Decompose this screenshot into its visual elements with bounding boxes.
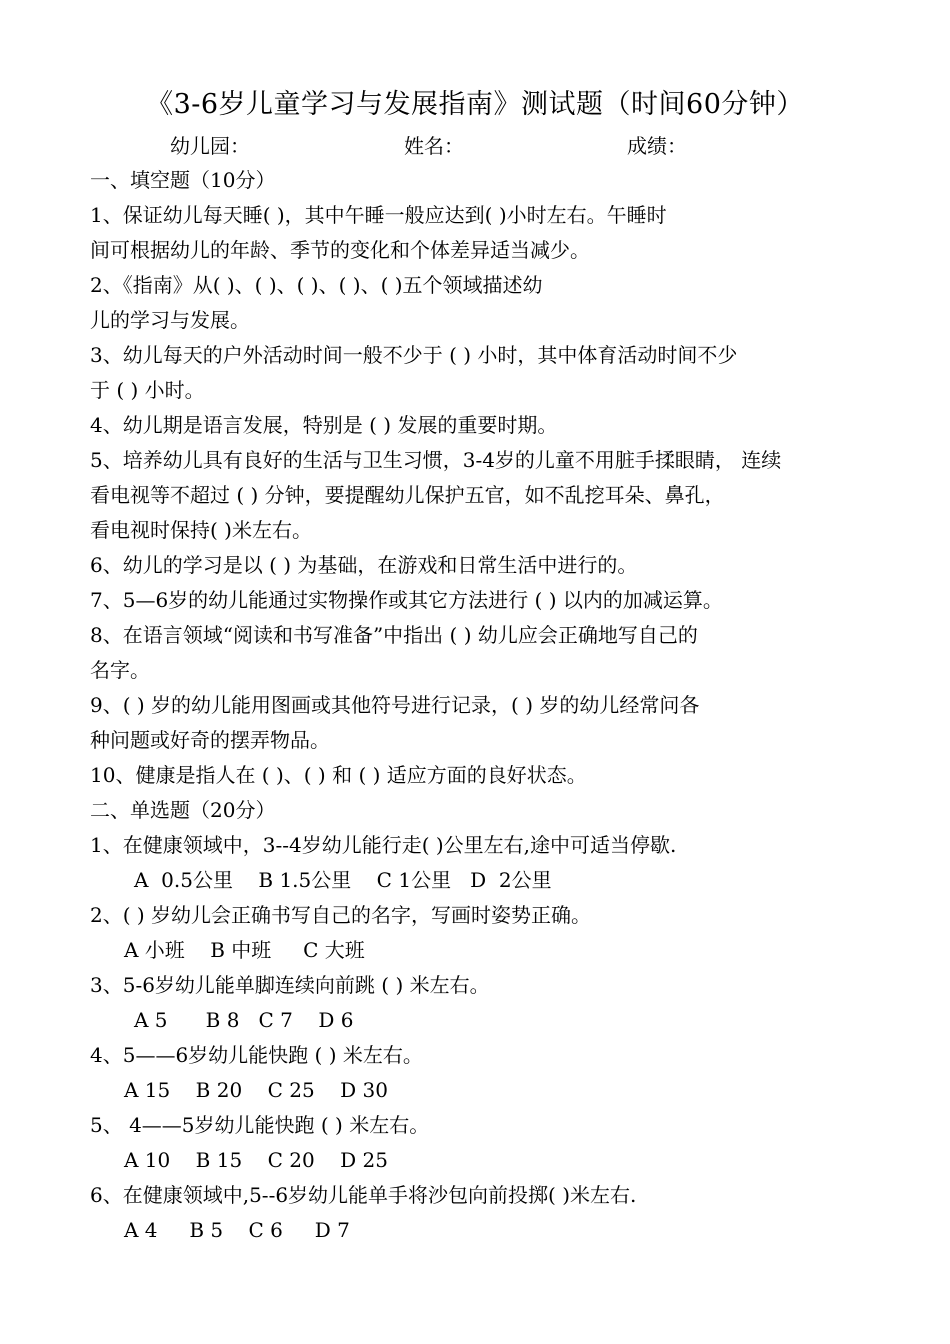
question-options: A 15 B 20 C 25 D 30 <box>124 1078 388 1102</box>
kindergarten-label: 幼儿园： <box>170 134 250 158</box>
question-options: A 5 B 8 C 7 D 6 <box>134 1008 354 1032</box>
text-line: 儿的学习与发展。 <box>90 308 250 332</box>
text-line: 种问题或好奇的摆弄物品。 <box>90 728 330 752</box>
text-line: 8、在语言领域“阅读和书写准备”中指出 ( ) 幼儿应会正确地写自己的 <box>90 623 698 647</box>
text-line: 间可根据幼儿的年龄、季节的变化和个体差异适当减少。 <box>90 238 590 262</box>
text-line: 9、( ) 岁的幼儿能用图画或其他符号进行记录，( ) 岁的幼儿经常问各 <box>90 693 700 717</box>
text-line: 1、保证幼儿每天睡( )，其中午睡一般应达到( )小时左右。午睡时 <box>90 203 667 227</box>
question-text: 2、( ) 岁幼儿会正确书写自己的名字，写画时姿势正确。 <box>90 903 592 927</box>
question-options: A 10 B 15 C 20 D 25 <box>124 1148 388 1172</box>
question-text: 6、在健康领域中,5--6岁幼儿能单手将沙包向前投掷( )米左右. <box>90 1183 637 1207</box>
section-heading-fill-blank: 一、填空题（10分） <box>90 168 276 192</box>
question-text: 5、 4——5岁幼儿能快跑 ( ) 米左右。 <box>90 1113 430 1137</box>
text-line: 名字。 <box>90 658 150 682</box>
exam-content <box>90 163 865 1248</box>
question-options: A 0.5公里 B 1.5公里 C 1公里 D 2公里 <box>134 868 552 892</box>
text-line: 6、幼儿的学习是以 ( ) 为基础，在游戏和日常生活中进行的。 <box>90 553 638 577</box>
text-line: 10、健康是指人在 ( )、( ) 和 ( ) 适应方面的良好状态。 <box>90 763 587 787</box>
text-line: 看电视等不超过 ( ) 分钟，要提醒幼儿保护五官，如不乱挖耳朵、鼻孔， <box>90 483 725 507</box>
text-line: 2、《指南》从( )、( )、( )、( )、( )五个领域描述幼 <box>90 273 543 297</box>
section-heading-single-choice: 二、单选题（20分） <box>90 798 276 822</box>
info-row <box>0 130 950 160</box>
name-label: 姓名： <box>404 134 464 158</box>
question-options: A 小班 B 中班 C 大班 <box>124 938 365 962</box>
score-label: 成绩： <box>627 134 687 158</box>
question-options: A 4 B 5 C 6 D 7 <box>124 1218 350 1242</box>
question-text: 1、在健康领域中，3--4岁幼儿能行走( )公里左右,途中可适当停歇. <box>90 833 677 857</box>
question-text: 4、5——6岁幼儿能快跑 ( ) 米左右。 <box>90 1043 423 1067</box>
text-line: 7、5—6岁的幼儿能通过实物操作或其它方法进行 ( ) 以内的加减运算。 <box>90 588 723 612</box>
text-line: 3、幼儿每天的户外活动时间一般不少于 ( ) 小时，其中体育活动时间不少 <box>90 343 738 367</box>
page-title: 《3-6岁儿童学习与发展指南》测试题（时间60分钟） <box>146 89 804 120</box>
text-line: 4、幼儿期是语言发展，特别是 ( ) 发展的重要时期。 <box>90 413 558 437</box>
text-line: 5、培养幼儿具有良好的生活与卫生习惯，3-4岁的儿童不用脏手揉眼睛， 连续 <box>90 448 782 472</box>
question-text: 3、5-6岁幼儿能单脚连续向前跳 ( ) 米左右。 <box>90 973 490 997</box>
text-line: 看电视时保持( )米左右。 <box>90 518 312 542</box>
text-line: 于 ( ) 小时。 <box>90 378 205 402</box>
